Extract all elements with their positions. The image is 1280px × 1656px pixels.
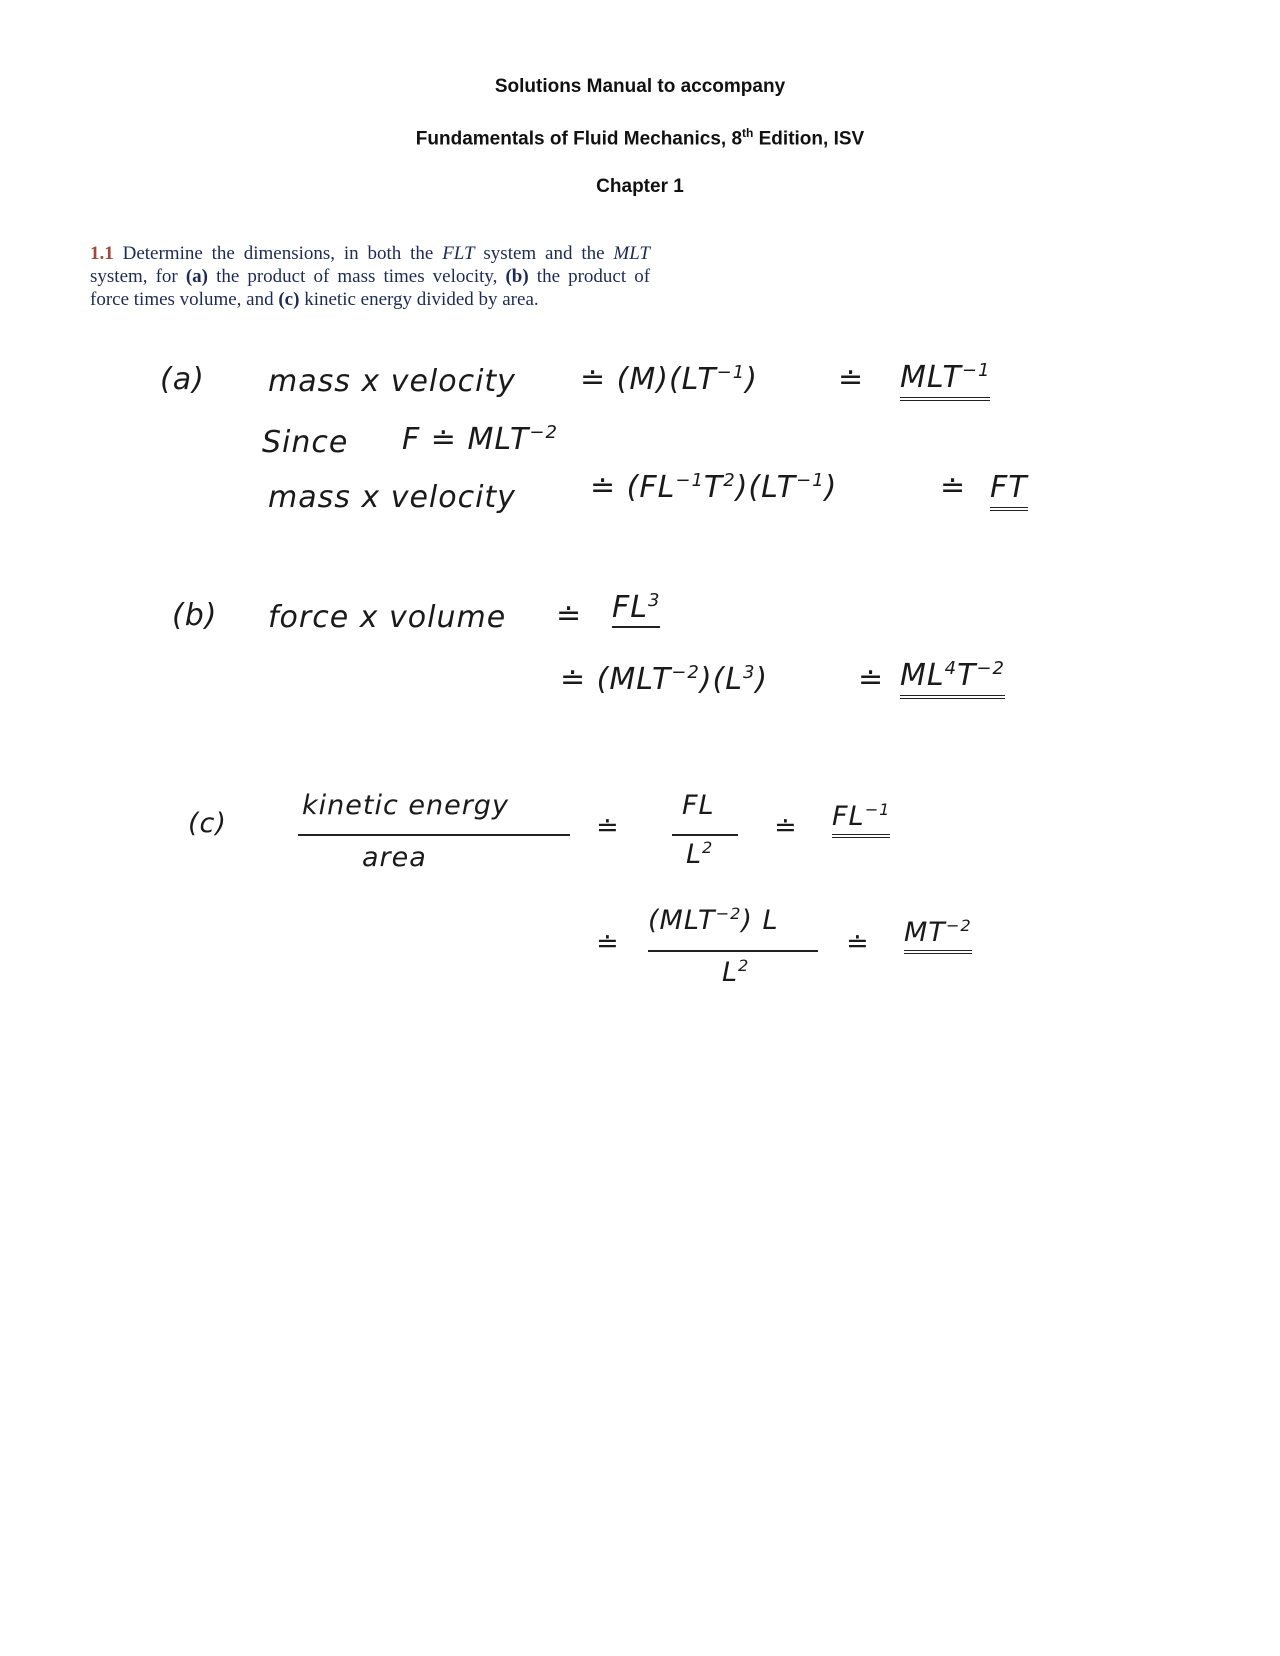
part-b-line1-equiv: ≐ [556,598,583,633]
part-c-answer-flt: $FL^{-1}$ [832,800,890,832]
part-a-label: (a) [160,362,205,397]
part-a-line3-lhs: mass x velocity [268,480,516,515]
part-a-force-relation: F ≐ $MLT^{-2}$ [402,422,558,457]
part-c-label: (c) [188,808,227,839]
part-c-equiv-3: ≐ [596,928,620,959]
part-a-line1-equiv: ≐ [838,362,865,397]
part-b-label: (b) [172,598,218,633]
part-a-line3-expr: ≐ $(FL^{-1}T^2)(LT^{-1})$ [590,470,838,505]
part-c-fraction3-numerator: $(MLT^{-2})$ L [648,904,779,936]
part-c-fraction2-bar [672,834,738,836]
manual-title: Solutions Manual to accompany [494,76,786,97]
part-b-fl3: $FL^3$ [612,590,660,625]
part-b-line2-expr: ≐ $(MLT^{-2})(L^3)$ [560,662,769,697]
part-a-answer-ft: FT [990,470,1028,505]
part-c-fraction2-numerator: FL [682,790,715,821]
part-c-fraction1-denominator: area [362,842,427,873]
chapter-title: Chapter 1 [596,176,684,197]
part-c-equiv-4: ≐ [846,928,870,959]
part-a-since: Since [262,425,349,460]
problem-statement: 1.1 Determine the dimensions, in both the FLT system and the MLT system, for (a) the product of mass times velocity, (b) the product of force times volume, and (c) kinetic energy divided by area. [90,243,651,310]
book-title: Fundamentals of Fluid Mechanics, 8th Edition, ISV [415,126,865,150]
part-b-line2-equiv: ≐ [858,662,885,697]
problem-number: 1.1 [90,243,114,264]
part-b-answer: $ML^4T^{-2}$ [900,658,1005,693]
part-c-fraction2-denominator: $L^2$ [686,838,714,870]
part-a-line3-equiv: ≐ [940,470,967,505]
part-a-line1-lhs: mass x velocity [268,364,516,399]
part-c-fraction3-bar [648,950,818,952]
part-c-answer-mlt: $MT^{-2}$ [904,916,972,948]
part-b-line1-lhs: force x volume [268,600,507,635]
part-c-fraction1-bar [298,834,570,836]
part-c-fraction3-denominator: $L^2$ [722,956,750,988]
part-c-fraction1-numerator: kinetic energy [302,790,509,821]
part-c-equiv-1: ≐ [596,812,620,843]
part-c-equiv-2: ≐ [774,812,798,843]
part-a-line1-expr: ≐ $(M)(LT^{-1})$ [580,362,758,397]
part-a-answer-mlt: $MLT^{-1}$ [900,360,990,395]
